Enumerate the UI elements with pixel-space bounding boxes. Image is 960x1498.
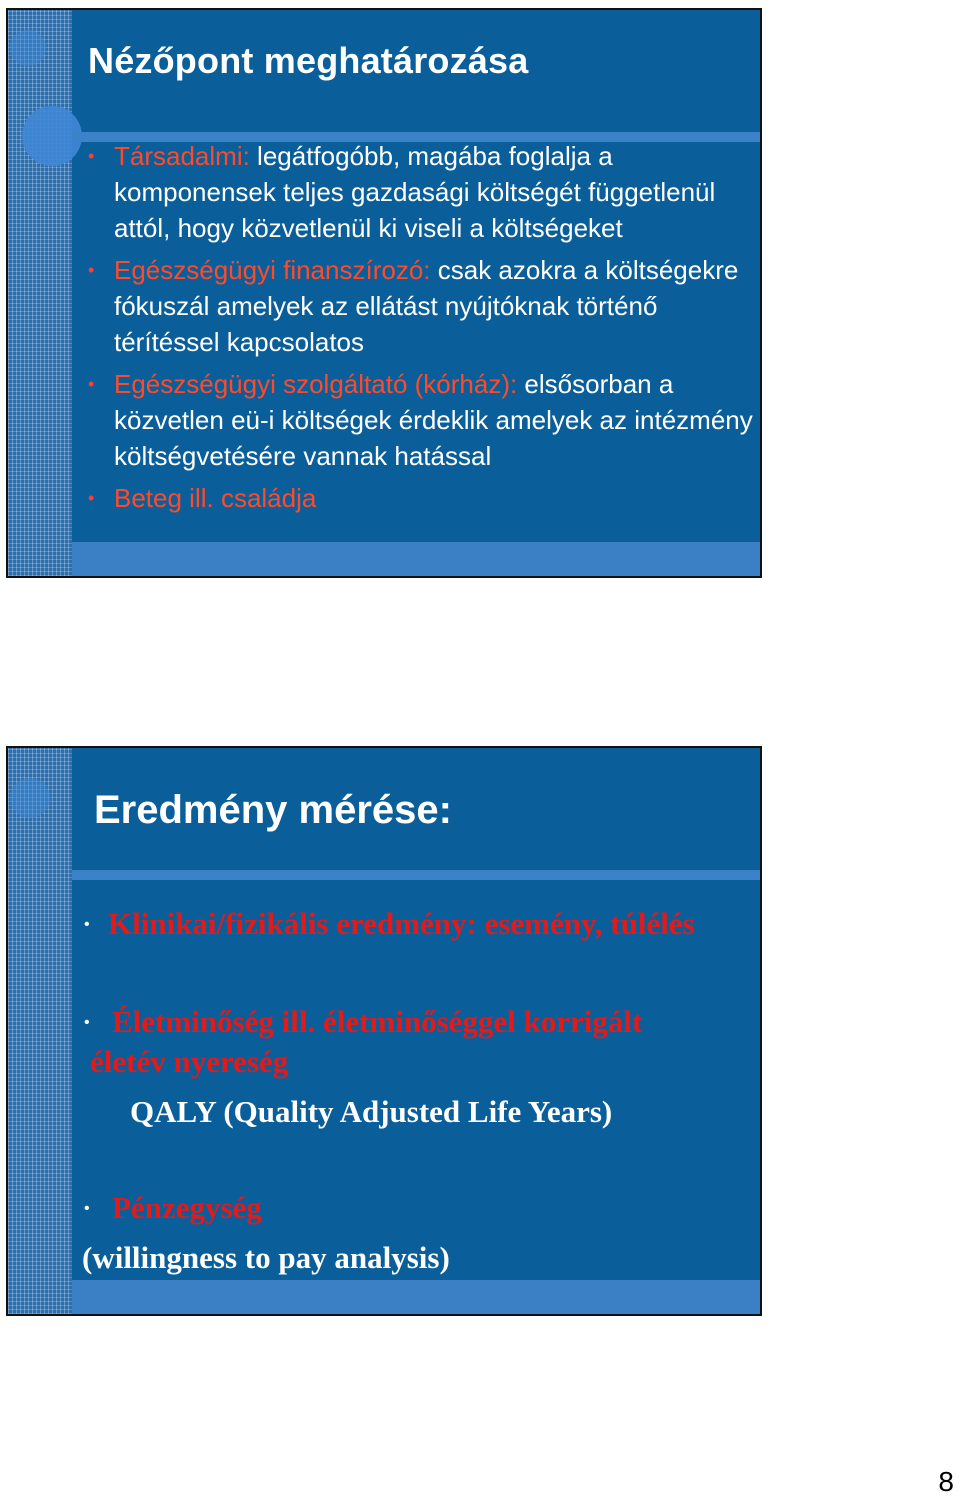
bullet-icon: •	[88, 146, 95, 166]
outcome-item-life-year-gain: életév nyereség	[90, 1044, 289, 1079]
bullet-icon: •	[88, 374, 95, 394]
outcome-item-clinical: Klinikai/fizikális eredmény: esemény, túlélés	[108, 906, 695, 941]
bullet-icon: •	[84, 1014, 90, 1031]
item-highlight: Beteg ill. családja	[114, 483, 317, 513]
list-item	[86, 480, 762, 516]
list-item	[86, 138, 762, 246]
bullet-icon: •	[88, 488, 95, 508]
decorative-circle	[10, 30, 46, 66]
slide-title: Eredmény mérése:	[94, 788, 452, 832]
outcome-item-monetary: Pénzegység	[112, 1190, 262, 1225]
bullet-icon: •	[88, 260, 95, 280]
decorative-strip	[8, 748, 72, 1314]
item-text: csak azokra a költségekre fókuszál amelyek az ellátást nyújtóknak történő térítéssel kapcsolatos	[114, 255, 739, 357]
slide-title: Nézőpont meghatározása	[88, 40, 529, 81]
slide-outcome-measurement	[6, 746, 762, 1316]
title-divider-band	[72, 870, 760, 880]
item-highlight: Társadalmi:	[114, 141, 250, 171]
wtp-text: (willingness to pay analysis)	[82, 1240, 450, 1275]
bottom-band	[72, 542, 760, 576]
item-highlight: Egészségügyi finanszírozó:	[114, 255, 431, 285]
bullet-icon: •	[84, 1200, 90, 1217]
slide-viewpoint	[6, 8, 762, 578]
bullet-icon: •	[84, 916, 90, 933]
qaly-text: QALY (Quality Adjusted Life Years)	[130, 1094, 613, 1129]
decorative-circle	[10, 778, 50, 818]
outcome-item-quality-of-life: Életminőség ill. életminőséggel korrigált	[112, 1004, 643, 1039]
viewpoint-list	[86, 138, 762, 522]
list-item	[86, 252, 762, 360]
item-text: legátfogóbb, magába foglalja a komponensek teljes gazdasági költségét függetlenül attól, hogy közvetlenül ki viseli a költségeket	[114, 141, 716, 243]
bottom-band	[72, 1280, 760, 1314]
item-highlight: Egészségügyi szolgáltató (kórház):	[114, 369, 518, 399]
list-item	[86, 366, 762, 474]
decorative-strip	[8, 10, 72, 576]
item-text: elsősorban a közvetlen eü-i költségek érdeklik amelyek az intézmény költségvetésére vannak hatással	[114, 369, 753, 471]
page-number: 8	[938, 1466, 954, 1497]
